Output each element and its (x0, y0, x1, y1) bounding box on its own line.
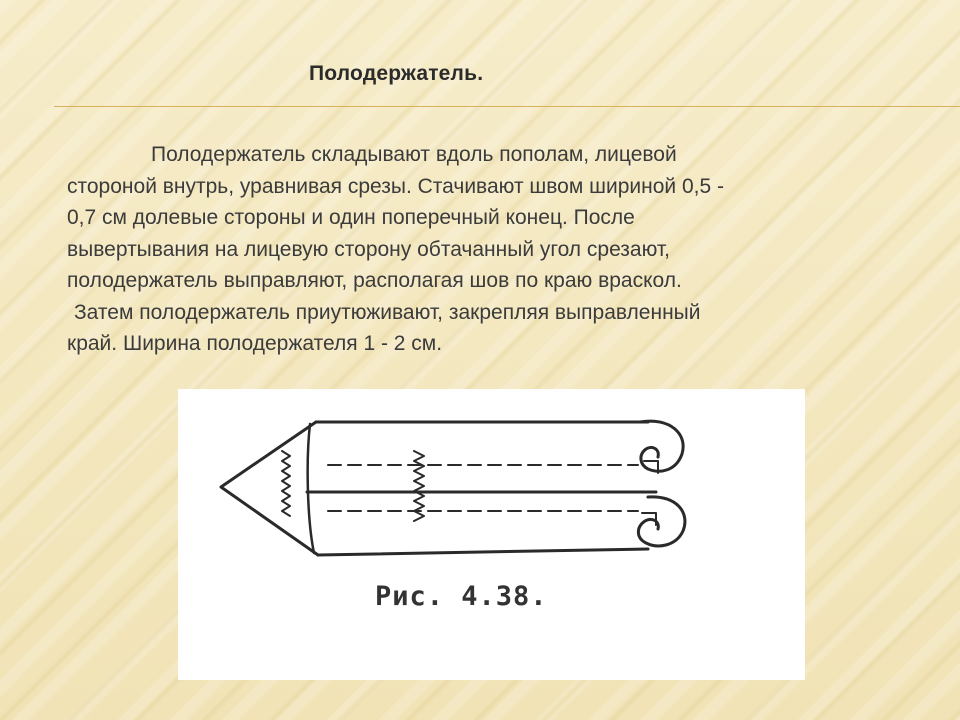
body-text (67, 139, 917, 360)
sewing-diagram-figure (178, 389, 805, 680)
waistband-holder-drawing (178, 389, 805, 680)
paragraph-1-line-1: Полодержатель складывают вдоль пополам, лицевой (151, 143, 677, 166)
strip-bottom-edge (318, 549, 648, 555)
tip-seam-line (308, 424, 314, 553)
slide-title: Полодержатель. (309, 62, 484, 85)
strip-outline (221, 422, 318, 555)
curl-lower (638, 497, 685, 546)
paragraph-1-line-2: стороной внутрь, уравнивая срезы. Стачивают швом шириной 0,5 - (67, 174, 724, 198)
figure-caption: Рис. 4.38. (375, 581, 548, 612)
title-divider (54, 106, 960, 107)
paragraph-1-line-5: полодержатель выправляют, располагая шов по краю враскол. (67, 269, 682, 292)
paragraph-1-line-3: 0,7 см долевые стороны и один поперечный конец. После (67, 206, 635, 229)
zigzag-mark-tip (282, 451, 290, 516)
paragraph-1-line-4: вывертывания на лицевую сторону обтачанный угол срезают, (67, 237, 671, 261)
paragraph-2-line-2: край. Ширина полодержателя 1 - 2 см. (67, 332, 443, 355)
curl-upper (640, 421, 683, 471)
paragraph-2-line-1: Затем полодержатель приутюживают, закрепляя выправленный (74, 300, 701, 324)
